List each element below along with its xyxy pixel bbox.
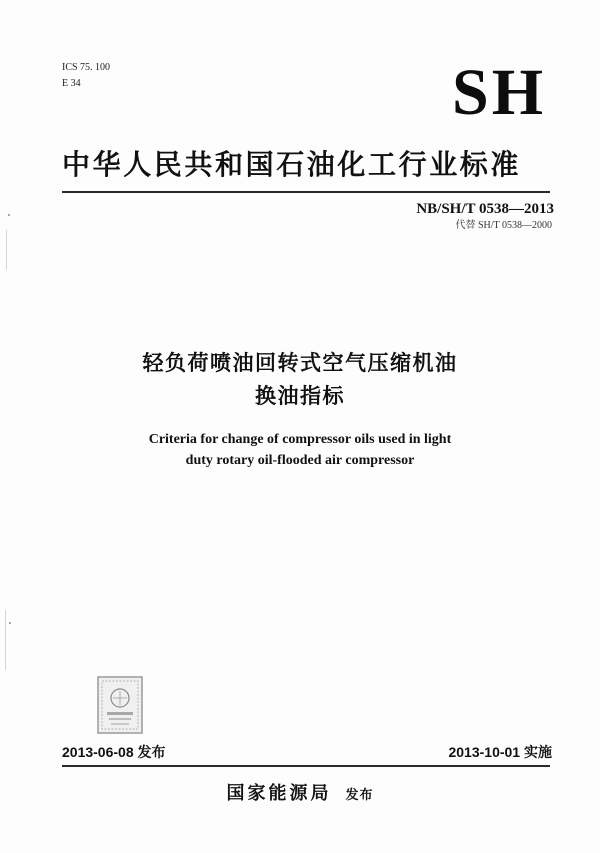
issue-date: 2013-06-08 发布 [62,744,166,760]
classification-code: E 34 [62,78,81,89]
scan-artifact-speck [9,622,11,624]
issuer-name: 国家能源局 [226,783,332,804]
footer-divider [62,765,550,767]
scan-artifact-speck [8,214,10,216]
scan-artifact-line [5,610,6,670]
implementation-date: 2013-10-01 实施 [448,744,552,760]
issuer-suffix: 发布 [345,788,374,803]
document-title-cn-line2: 换油指标 [255,384,345,408]
document-title-cn-line1: 轻负荷喷油回转式空气压缩机油 [142,351,458,375]
scan-artifact-line [6,230,7,270]
header-divider [62,191,550,193]
ics-code: ICS 75. 100 [62,62,111,73]
document-title-en-line2: duty rotary oil-flooded air compressor [185,453,415,468]
standard-number: NB/SH/T 0538—2013 [416,201,554,217]
sh-logo: SH [452,56,547,129]
standard-category-title: 中华人民共和国石油化工行业标准 [62,148,522,181]
issuing-authority [0,782,600,808]
replaces-standard: 代替 SH/T 0538—2000 [455,220,552,231]
document-title-en-line1: Criteria for change of compressor oils used in light [148,432,452,447]
library-stamp-icon [97,676,143,734]
